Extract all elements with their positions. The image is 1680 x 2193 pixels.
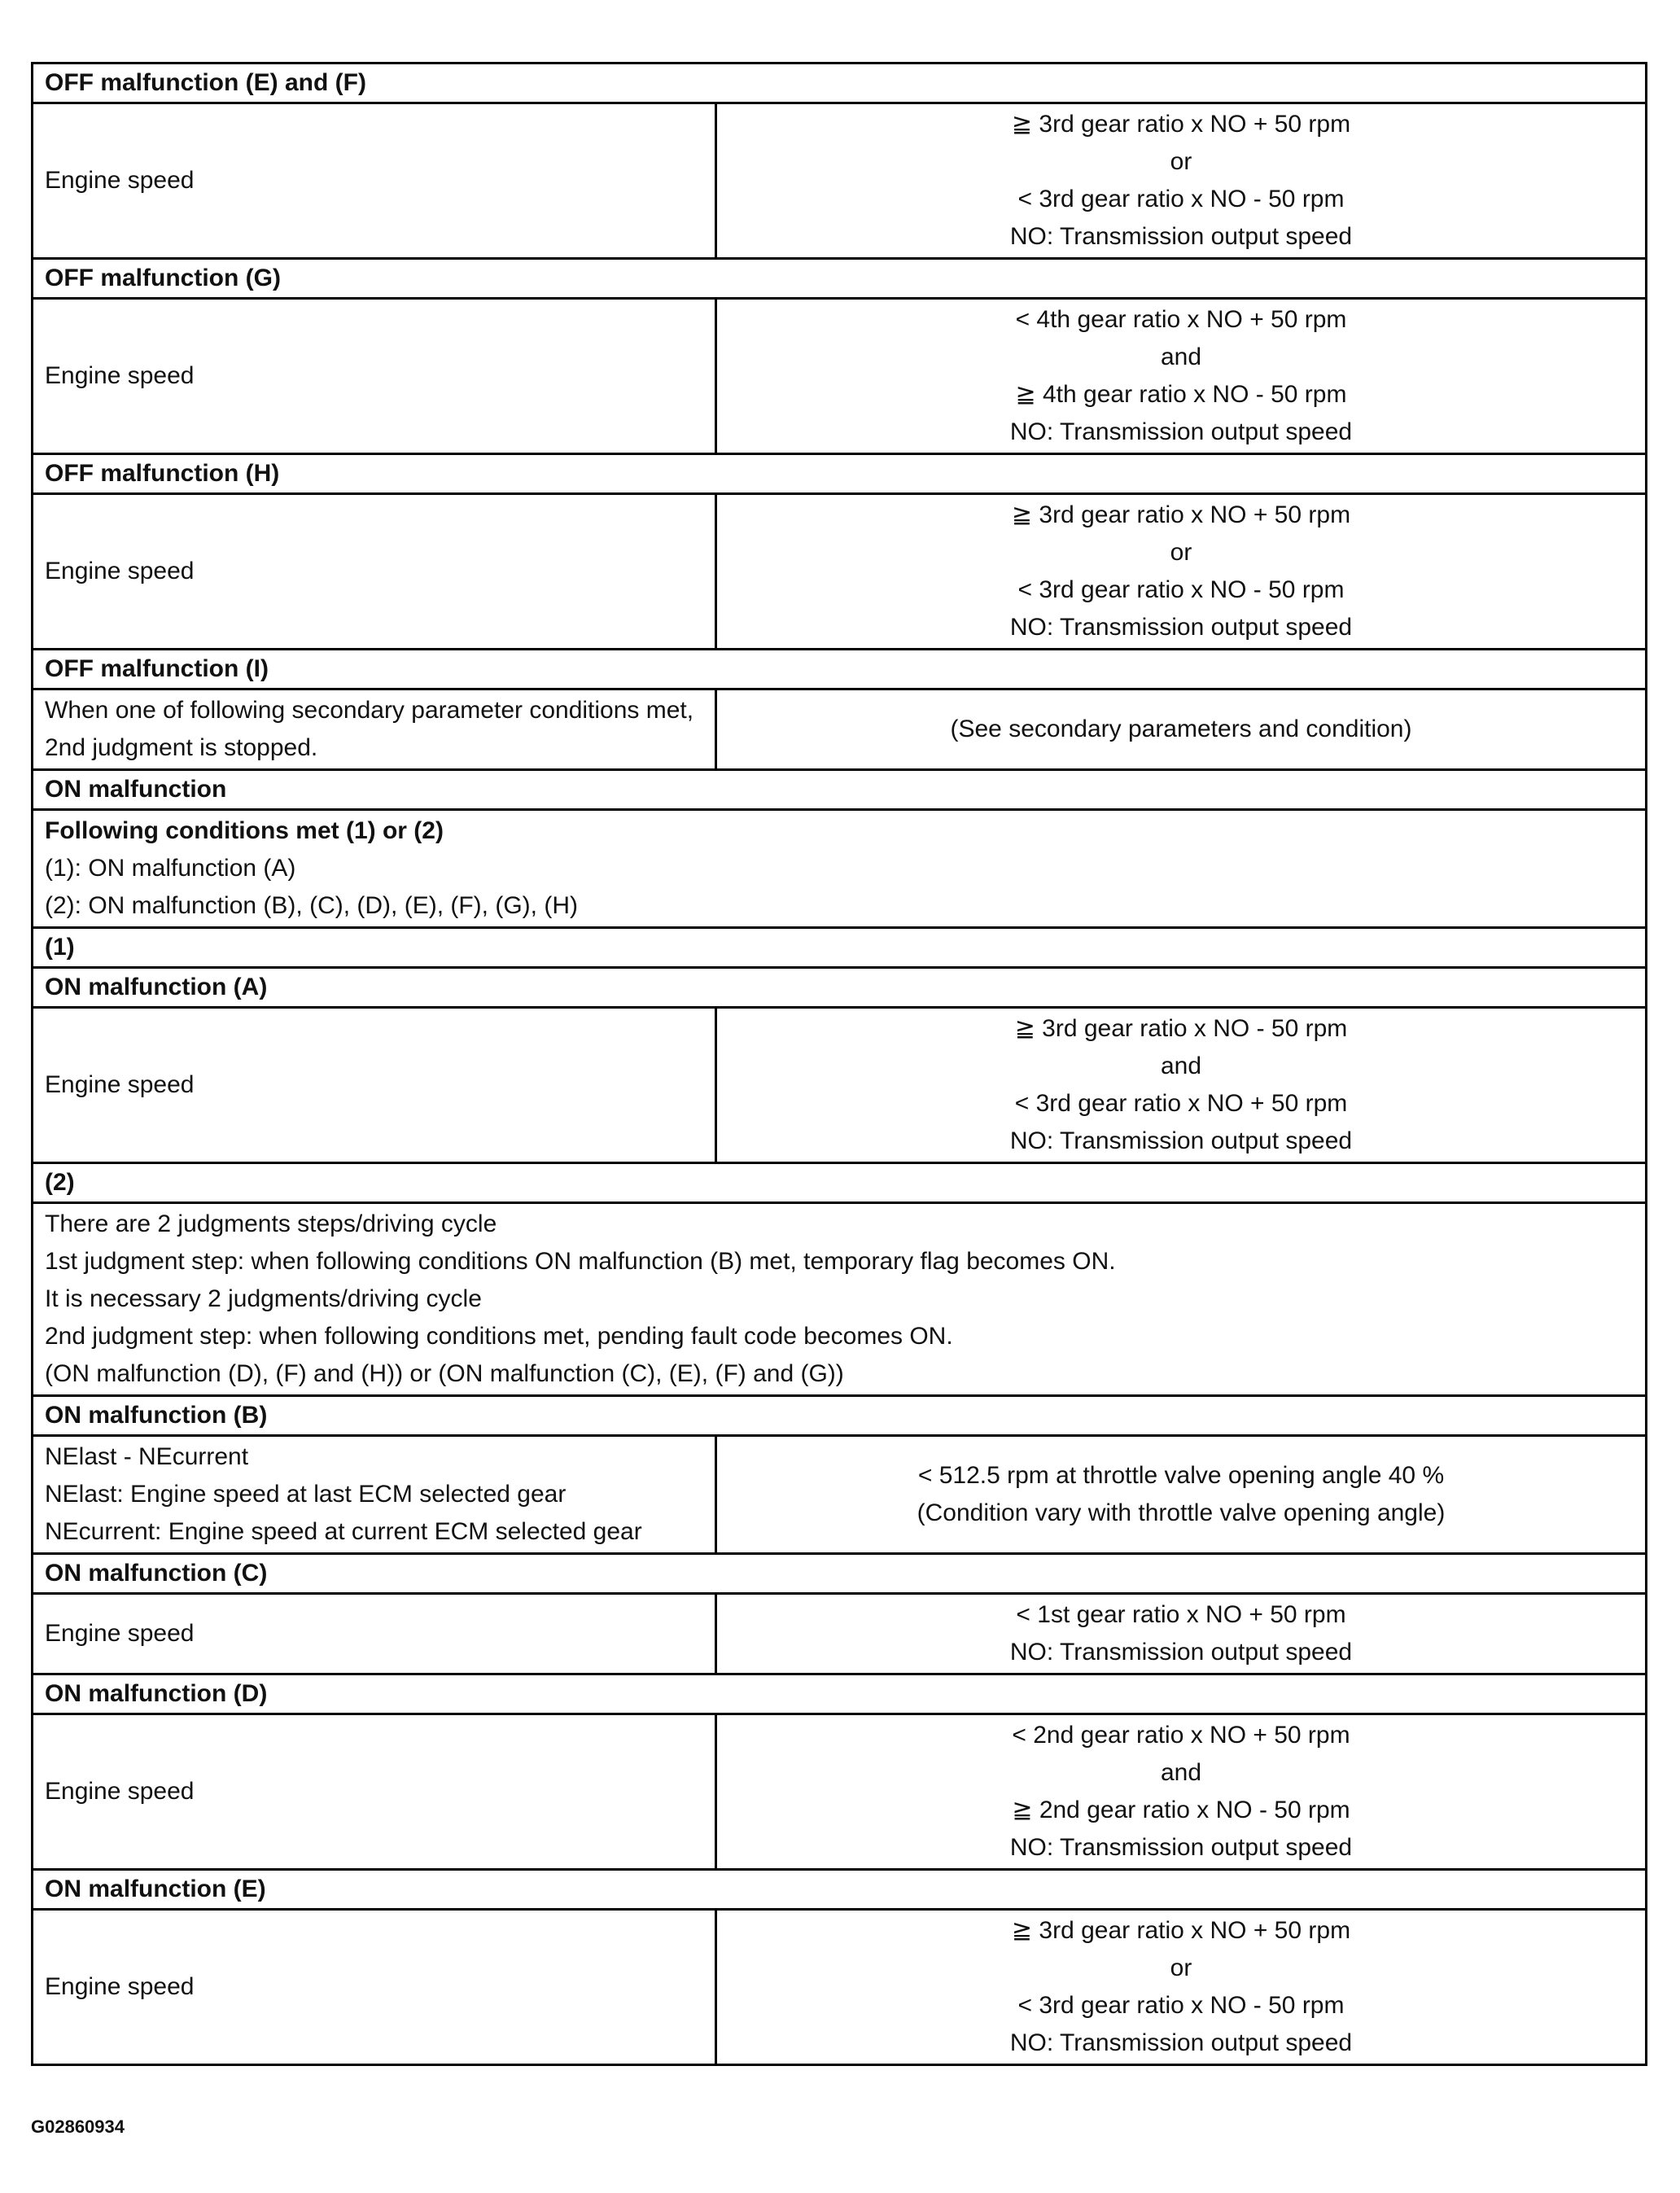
condition-line: and (1160, 344, 1202, 370)
section-header-row (33, 770, 1647, 810)
parameter-line: 2nd judgment is stopped. (45, 734, 318, 761)
condition-row (33, 1910, 1647, 2065)
condition-line: ≧ 3rd gear ratio x NO + 50 rpm (1011, 1917, 1351, 1944)
section-header: OFF malfunction (E) and (F) (33, 63, 1647, 103)
section-header: OFF malfunction (I) (33, 650, 1647, 689)
condition-line: < 3rd gear ratio x NO - 50 rpm (1017, 1992, 1345, 2019)
section-header-row (33, 968, 1647, 1008)
parameter-line: Engine speed (45, 167, 195, 194)
parameter-line: Engine speed (45, 362, 195, 389)
condition-line: or (1170, 1954, 1192, 1981)
condition-line: < 2nd gear ratio x NO + 50 rpm (1012, 1722, 1350, 1749)
description-row (33, 810, 1647, 928)
condition-line: < 1st gear ratio x NO + 50 rpm (1016, 1601, 1346, 1628)
description-line: (2): ON malfunction (B), (C), (D), (E), (F), (G), (H) (45, 892, 578, 919)
condition-line: ≧ 3rd gear ratio x NO + 50 rpm (1011, 501, 1351, 528)
section-header: ON malfunction (A) (33, 968, 1647, 1008)
condition-line: NO: Transmission output speed (1009, 223, 1353, 250)
section-header: ON malfunction (E) (33, 1870, 1647, 1910)
condition-cell (716, 1910, 1647, 2065)
description-line: 1st judgment step: when following conditions ON malfunction (B) met, temporary flag becomes ON. (45, 1248, 1116, 1275)
condition-line: NO: Transmission output speed (1009, 1127, 1353, 1154)
condition-row (33, 103, 1647, 259)
malfunction-conditions-table (31, 62, 1647, 2066)
section-header: ON malfunction (B) (33, 1396, 1647, 1436)
condition-line: < 3rd gear ratio x NO - 50 rpm (1017, 186, 1345, 212)
section-header-row (33, 454, 1647, 494)
condition-line: and (1160, 1053, 1202, 1079)
condition-row (33, 1594, 1647, 1674)
figure-id: G02860934 (31, 2116, 125, 2137)
table-body (33, 63, 1647, 2065)
description-cell (33, 1203, 1647, 1396)
condition-line: NO: Transmission output speed (1009, 1834, 1353, 1861)
section-header-row (33, 259, 1647, 299)
section-header-row (33, 1674, 1647, 1714)
condition-cell (716, 689, 1647, 770)
parameter-line: Engine speed (45, 1620, 195, 1647)
section-header-row (33, 1163, 1647, 1203)
parameter-line: Engine speed (45, 1071, 195, 1098)
condition-row (33, 1008, 1647, 1163)
condition-line: or (1170, 148, 1192, 175)
parameter-line: Engine speed (45, 1973, 195, 2000)
parameter-cell (33, 1714, 716, 1870)
section-header-row (33, 1396, 1647, 1436)
condition-line: NO: Transmission output speed (1009, 418, 1353, 445)
condition-cell (716, 494, 1647, 650)
section-header: OFF malfunction (H) (33, 454, 1647, 494)
condition-line: ≧ 3rd gear ratio x NO + 50 rpm (1011, 111, 1351, 138)
condition-line: NO: Transmission output speed (1009, 2029, 1353, 2056)
section-header: (2) (33, 1163, 1647, 1203)
condition-line: < 3rd gear ratio x NO - 50 rpm (1017, 576, 1345, 603)
section-header-row (33, 650, 1647, 689)
condition-line: and (1160, 1759, 1202, 1786)
section-header: OFF malfunction (G) (33, 259, 1647, 299)
condition-cell (716, 1714, 1647, 1870)
parameter-line: Engine speed (45, 1778, 195, 1805)
condition-line: < 512.5 rpm at throttle valve opening angle 40 % (917, 1462, 1445, 1489)
condition-cell (716, 299, 1647, 454)
section-header-row (33, 928, 1647, 968)
condition-line: < 4th gear ratio x NO + 50 rpm (1015, 306, 1347, 333)
section-header-row (33, 1554, 1647, 1594)
parameter-cell (33, 1436, 716, 1554)
parameter-line: NEcurrent: Engine speed at current ECM selected gear (45, 1518, 642, 1545)
section-header: (1) (33, 928, 1647, 968)
condition-line: < 3rd gear ratio x NO + 50 rpm (1014, 1090, 1348, 1117)
section-header-row (33, 1870, 1647, 1910)
parameter-line: NElast: Engine speed at last ECM selected gear (45, 1481, 567, 1508)
parameter-cell (33, 103, 716, 259)
condition-row (33, 299, 1647, 454)
description-line: (ON malfunction (D), (F) and (H)) or (ON malfunction (C), (E), (F) and (G)) (45, 1360, 844, 1387)
condition-row (33, 1714, 1647, 1870)
description-row (33, 1203, 1647, 1396)
condition-cell (716, 1008, 1647, 1163)
description-line: It is necessary 2 judgments/driving cycle (45, 1285, 482, 1312)
condition-line: ≧ 3rd gear ratio x NO - 50 rpm (1014, 1015, 1348, 1042)
condition-line: (Condition vary with throttle valve opening angle) (917, 1499, 1446, 1526)
condition-line: or (1170, 539, 1192, 566)
condition-line: NO: Transmission output speed (1009, 1639, 1353, 1666)
parameter-cell (33, 1910, 716, 2065)
condition-line: ≧ 4th gear ratio x NO - 50 rpm (1015, 381, 1347, 408)
parameter-cell (33, 1008, 716, 1163)
parameter-cell (33, 1594, 716, 1674)
condition-row (33, 494, 1647, 650)
condition-row (33, 1436, 1647, 1554)
description-line: There are 2 judgments steps/driving cycle (45, 1210, 497, 1237)
description-cell (33, 810, 1647, 928)
description-line: (1): ON malfunction (A) (45, 855, 296, 882)
condition-cell (716, 1594, 1647, 1674)
section-header: ON malfunction (C) (33, 1554, 1647, 1594)
section-header: ON malfunction (D) (33, 1674, 1647, 1714)
section-header-row (33, 63, 1647, 103)
condition-cell (716, 1436, 1647, 1554)
condition-line: (See secondary parameters and condition) (950, 716, 1412, 742)
parameter-cell (33, 689, 716, 770)
parameter-cell (33, 494, 716, 650)
condition-row (33, 689, 1647, 770)
parameter-cell (33, 299, 716, 454)
section-header: ON malfunction (33, 770, 1647, 810)
condition-cell (716, 103, 1647, 259)
parameter-line: NElast - NEcurrent (45, 1443, 249, 1470)
description-heading: Following conditions met (1) or (2) (45, 817, 444, 844)
condition-line: NO: Transmission output speed (1009, 614, 1353, 641)
parameter-line: Engine speed (45, 558, 195, 584)
condition-line: ≧ 2nd gear ratio x NO - 50 rpm (1012, 1797, 1350, 1823)
description-line: 2nd judgment step: when following conditions met, pending fault code becomes ON. (45, 1323, 953, 1350)
parameter-line: When one of following secondary parameter conditions met, (45, 697, 694, 724)
